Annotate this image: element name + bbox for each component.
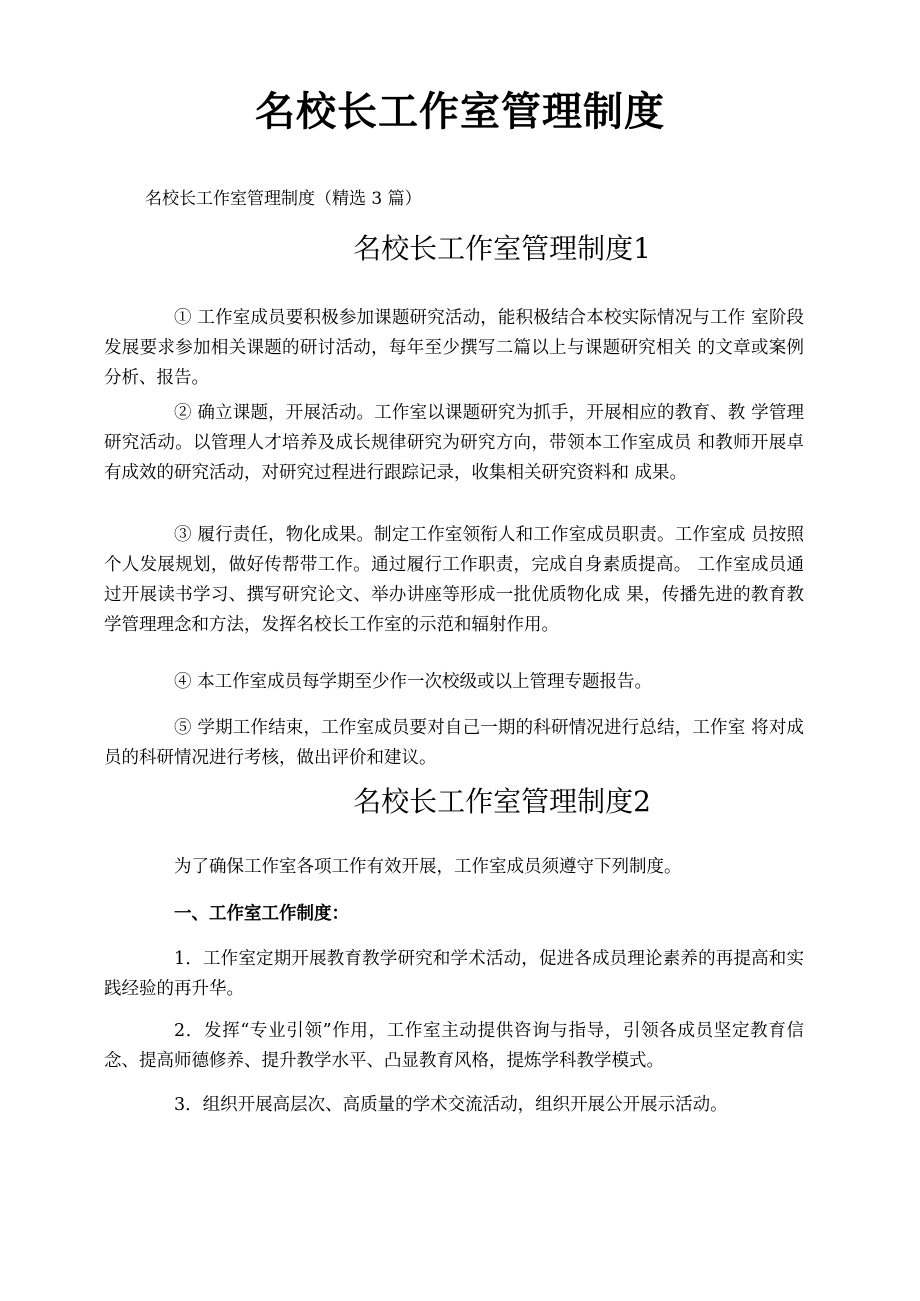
section-2-heading: 名校长工作室管理制度2	[353, 785, 651, 818]
section-1-paragraph-3: ③ 履行责任，物化成果。制定工作室领衔人和工作室成员职责。工作室成 员按照个人发展规划，做好传帮带工作。通过履行工作职责，完成自身素质提高。 工作室成员通过开展读书学习、撰写研究论文、举办讲座等形成一批优质物化成 果，传播先进的教育教学管理理念和方法，发挥名校长工作室的示范和辐射作用。	[104, 525, 804, 635]
section-1-paragraph-1: ① 工作室成员要积极参加课题研究活动，能积极结合本校实际情况与工作 室阶段发展要求参加相关课题的研讨活动，每年至少撰写二篇以上与课题研究相关 的文章或案例分析、报告。	[104, 308, 804, 388]
section-1-heading: 名校长工作室管理制度1	[353, 232, 651, 265]
section-2-paragraph-3: 2．发挥“专业引领”作用，工作室主动提供咨询与指导，引领各成员坚定教育信念、提高师德修养、提升教学水平、凸显教育风格，提炼学科教学模式。	[104, 1021, 804, 1071]
section-2-paragraph-1: 为了确保工作室各项工作有效开展，工作室成员须遵守下列制度。	[174, 857, 682, 877]
document-title: 名校长工作室管理制度	[255, 88, 665, 135]
section-1-paragraph-2: ② 确立课题，开展活动。工作室以课题研究为抓手，开展相应的教育、教 学管理研究活动。以管理人才培养及成长规律研究为研究方向，带领本工作室成员 和教师开展卓有成效的研究活动，对研究过程进行跟踪记录，收集相关研究资料和 成果。	[104, 403, 804, 483]
section-2-paragraph-4: 3．组织开展高层次、高质量的学术交流活动，组织开展公开展示活动。	[174, 1095, 728, 1115]
section-2-paragraph-2: 1．工作室定期开展教育教学研究和学术活动，促进各成员理论素养的再提高和实践经验的再升华。	[104, 949, 804, 999]
section-1-paragraph-4: ④ 本工作室成员每学期至少作一次校级或以上管理专题报告。	[174, 672, 653, 692]
section-1-paragraph-5: ⑤ 学期工作结束，工作室成员要对自己一期的科研情况进行总结，工作室 将对成员的科研情况进行考核，做出评价和建议。	[104, 718, 804, 768]
section-2-subheading: 一、工作室工作制度：	[174, 904, 349, 924]
document-subtitle: 名校长工作室管理制度（精选 3 篇）	[145, 189, 422, 209]
